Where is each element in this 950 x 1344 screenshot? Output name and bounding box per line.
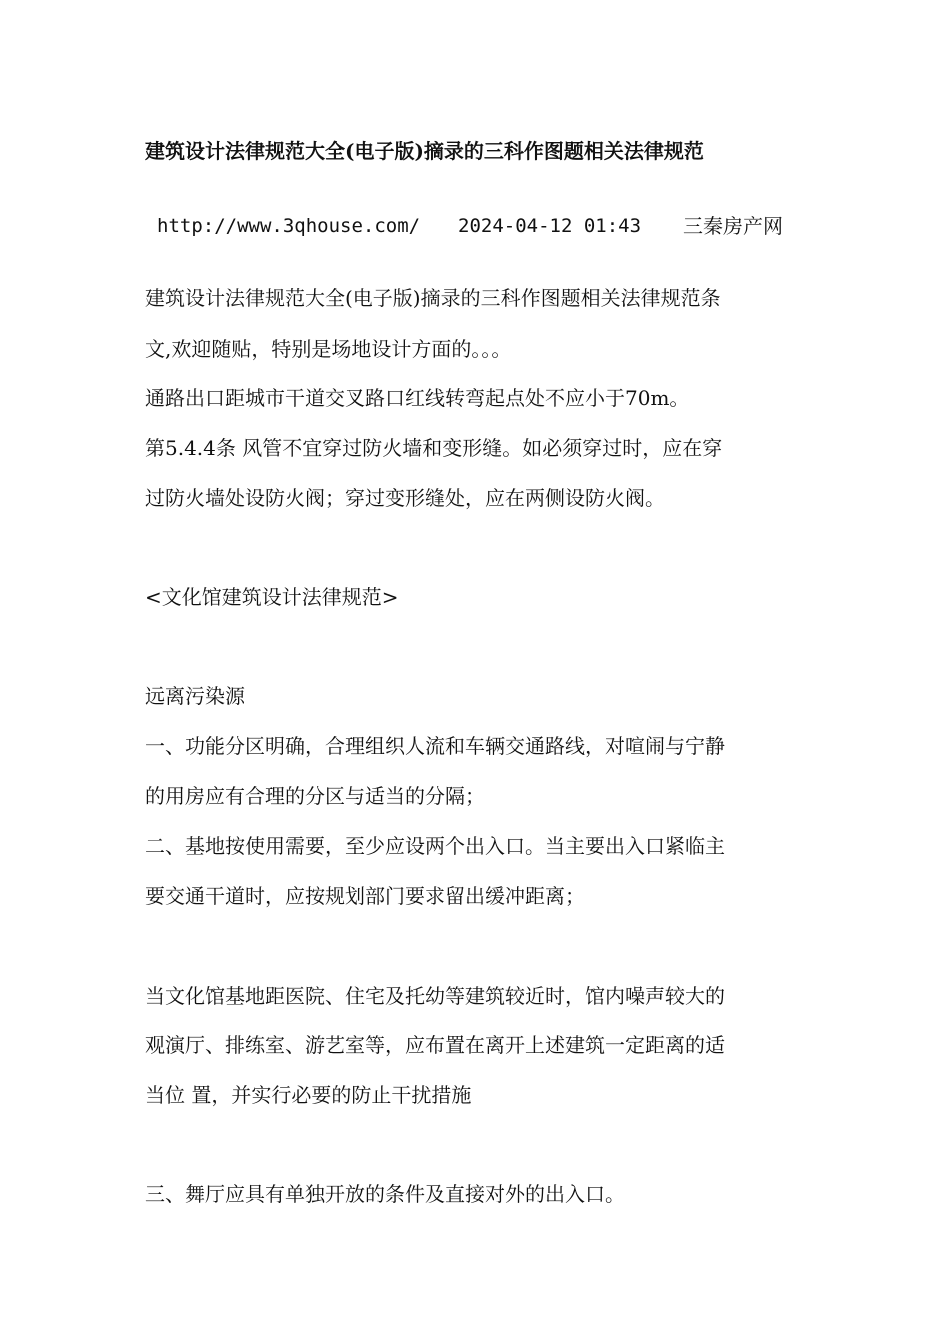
section-heading: <文化馆建筑设计法律规范> bbox=[145, 585, 399, 609]
publish-datetime: 2024-04-12 01:43 bbox=[458, 215, 642, 237]
article-title: 建筑设计法律规范大全(电子版)摘录的三科作图题相关法律规范 bbox=[145, 139, 704, 163]
body-line: 要交通干道时，应按规划部门要求留出缓冲距离； bbox=[145, 884, 585, 908]
body-line: 一、功能分区明确，合理组织人流和车辆交通路线，对喧闹与宁静 bbox=[145, 734, 725, 758]
body-line: 第5.4.4条 风管不宜穿过防火墙和变形缝。如必须穿过时，应在穿 bbox=[145, 436, 723, 460]
body-line: 建筑设计法律规范大全(电子版)摘录的三科作图题相关法律规范条 bbox=[145, 286, 721, 310]
body-line: 文,欢迎随贴，特别是场地设计方面的。。。 bbox=[145, 337, 512, 361]
body-line: 观演厅、排练室、游艺室等，应布置在离开上述建筑一定距离的适 bbox=[145, 1033, 725, 1057]
source-name: 三秦房产网 bbox=[683, 214, 783, 238]
body-line: 通路出口距城市干道交叉路口红线转弯起点处不应小于70m。 bbox=[145, 386, 690, 410]
body-line: 三、舞厅应具有单独开放的条件及直接对外的出入口。 bbox=[145, 1182, 625, 1206]
source-url[interactable]: http://www.3qhouse.com/ bbox=[157, 215, 421, 237]
body-line: 二、基地按使用需要，至少应设两个出入口。当主要出入口紧临主 bbox=[145, 834, 725, 858]
body-line: 远离污染源 bbox=[145, 684, 245, 708]
body-line: 的用房应有合理的分区与适当的分隔； bbox=[145, 784, 485, 808]
body-line: 当位 置，并实行必要的防止干扰措施 bbox=[145, 1083, 472, 1107]
body-line: 当文化馆基地距医院、住宅及托幼等建筑较近时，馆内噪声较大的 bbox=[145, 984, 725, 1008]
body-line: 过防火墙处设防火阀；穿过变形缝处，应在两侧设防火阀。 bbox=[145, 486, 665, 510]
